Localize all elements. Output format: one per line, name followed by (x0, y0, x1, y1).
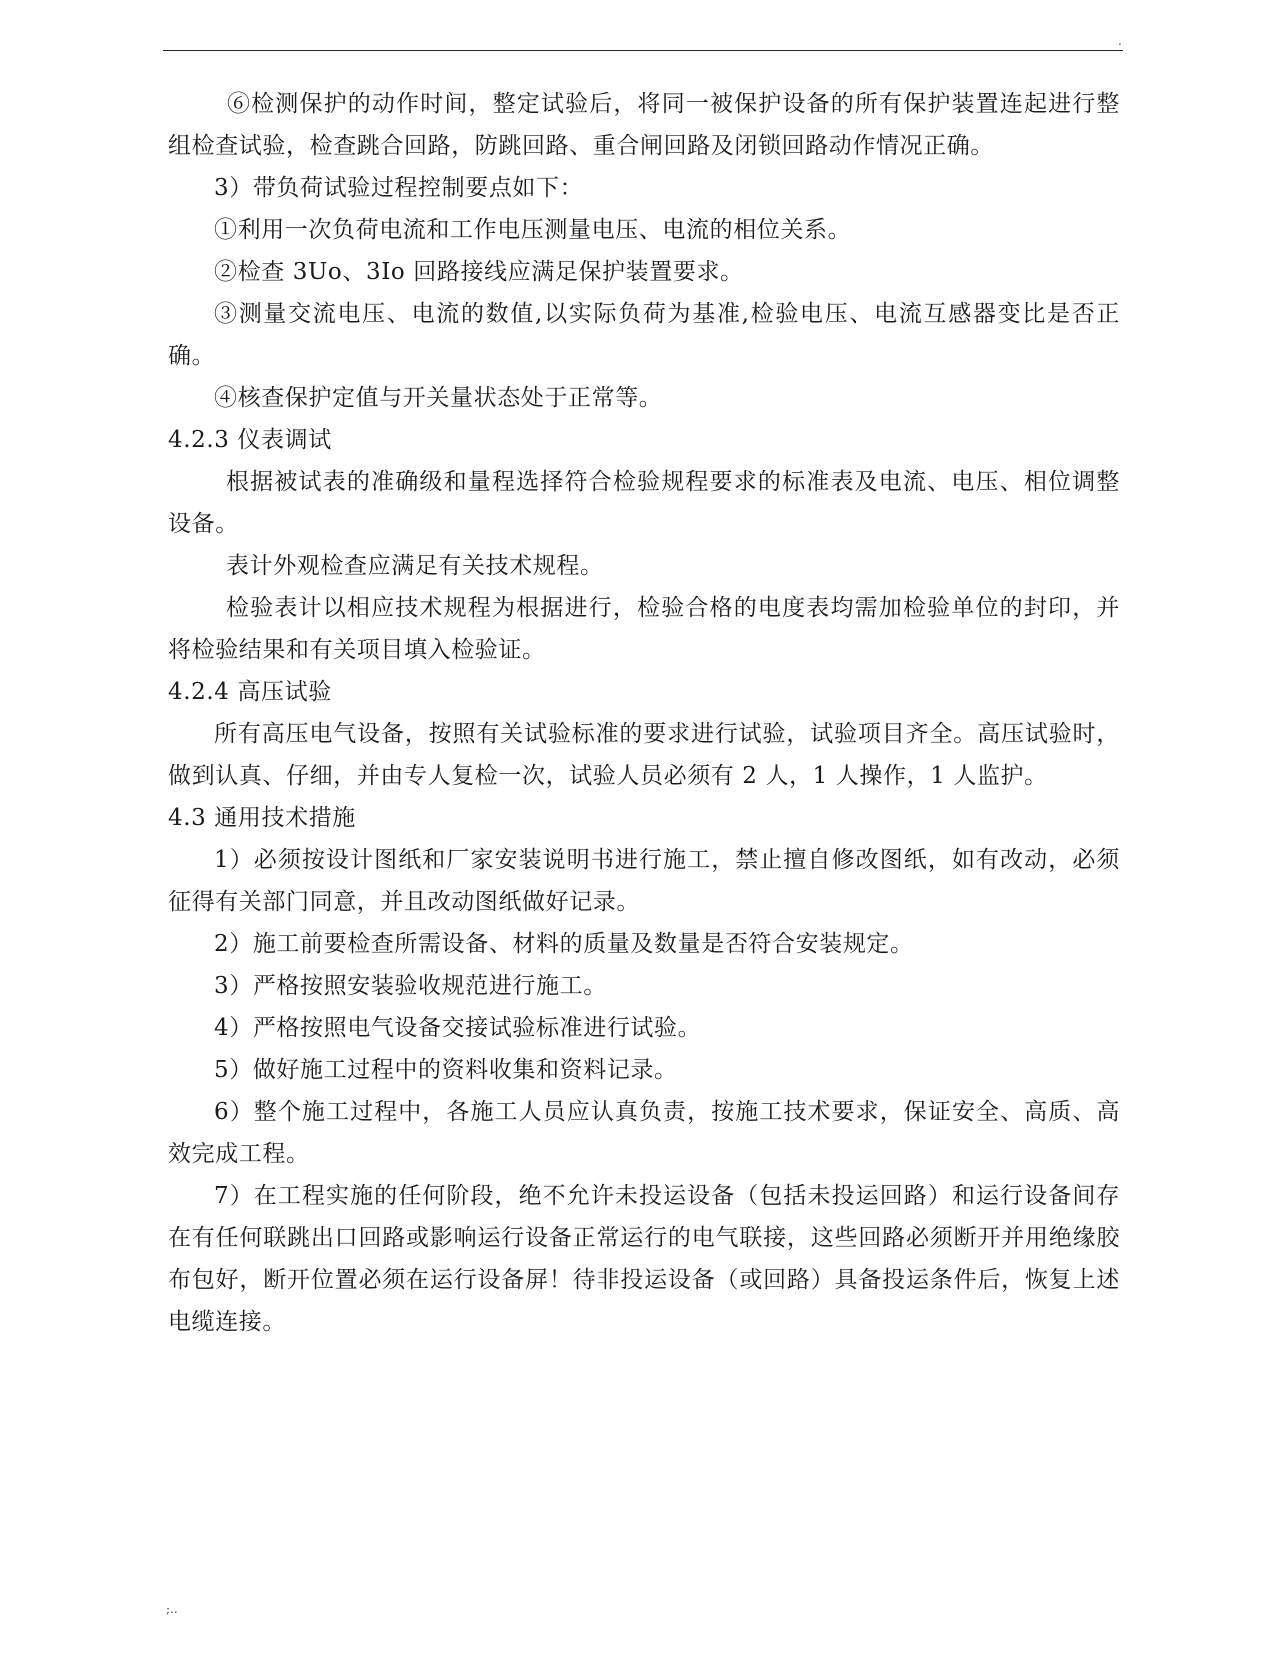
paragraph-action-time-check: ⑥检测保护的动作时间，整定试验后，将同一被保护设备的所有保护装置连起进行整组检查试验，检查跳合回路，防跳回路、重合闸回路及闭锁回路动作情况正确。 (168, 91, 1120, 159)
paragraph-high-voltage-test: 所有高压电气设备，按照有关试验标准的要求进行试验，试验项目齐全。高压试验时，做到认真、仔细，并由专人复检一次，试验人员必须有 2 人，1 人操作，1 人监护。 (168, 721, 1120, 789)
paragraph-standard-meter-selection: 根据被试表的准确级和量程选择符合检验规程要求的标准表及电流、电压、相位调整设备。 (168, 469, 1120, 537)
paragraph-load-test-points: 3）带负荷试验过程控制要点如下： (214, 175, 584, 201)
list-item: 1）必须按设计图纸和厂家安装说明书进行施工，禁止擅自修改图纸，如有改动，必须征得有关部门同意，并且改动图纸做好记录。 (168, 847, 1120, 915)
footer-corner-mark: ;.. (166, 1602, 178, 1616)
list-item: 7）在工程实施的任何阶段，绝不允许未投运设备（包括未投运回路）和运行设备间存在有任何联跳出口回路或影响运行设备正常运行的电气联接，这些回路必须断开并用绝缘胶布包好，断开位置必须在运行设备屏！待非投运设备（或回路）具备投运条件后，恢复上述电缆连接。 (168, 1183, 1120, 1335)
paragraph-ac-measurement: ③测量交流电压、电流的数值,以实际负荷为基准,检验电压、电流互感器变比是否正确。 (168, 301, 1120, 369)
list-item: 6）整个施工过程中，各施工人员应认真负责，按施工技术要求，保证安全、高质、高效完成工程。 (168, 1099, 1120, 1167)
paragraph-3uo-3io-check: ②检查 3Uo、3Io 回路接线应满足保护装置要求。 (214, 259, 744, 285)
paragraph-phase-relation: ①利用一次负荷电流和工作电压测量电压、电流的相位关系。 (214, 217, 852, 243)
list-item: 2）施工前要检查所需设备、材料的质量及数量是否符合安装规定。 (214, 931, 914, 957)
section-heading-instrument-debug: 4.2.3 仪表调试 (168, 427, 332, 453)
section-heading-high-voltage-test: 4.2.4 高压试验 (168, 679, 332, 705)
list-item: 4）严格按照电气设备交接试验标准进行试验。 (214, 1015, 702, 1041)
document-body (168, 83, 1120, 1343)
paragraph-setting-check: ④核查保护定值与开关量状态处于正常等。 (214, 385, 663, 411)
header-rule (163, 50, 1123, 51)
paragraph-appearance-check: 表计外观检查应满足有关技术规程。 (226, 553, 604, 579)
list-item: 5）做好施工过程中的资料收集和资料记录。 (214, 1057, 678, 1083)
list-item: 3）严格按照安装验收规范进行施工。 (214, 973, 607, 999)
paragraph-meter-verification: 检验表计以相应技术规程为根据进行，检验合格的电度表均需加检验单位的封印，并将检验结果和有关项目填入检验证。 (168, 595, 1120, 663)
section-heading-general-measures: 4.3 通用技术措施 (168, 805, 356, 831)
header-corner-mark: . (1118, 34, 1122, 48)
